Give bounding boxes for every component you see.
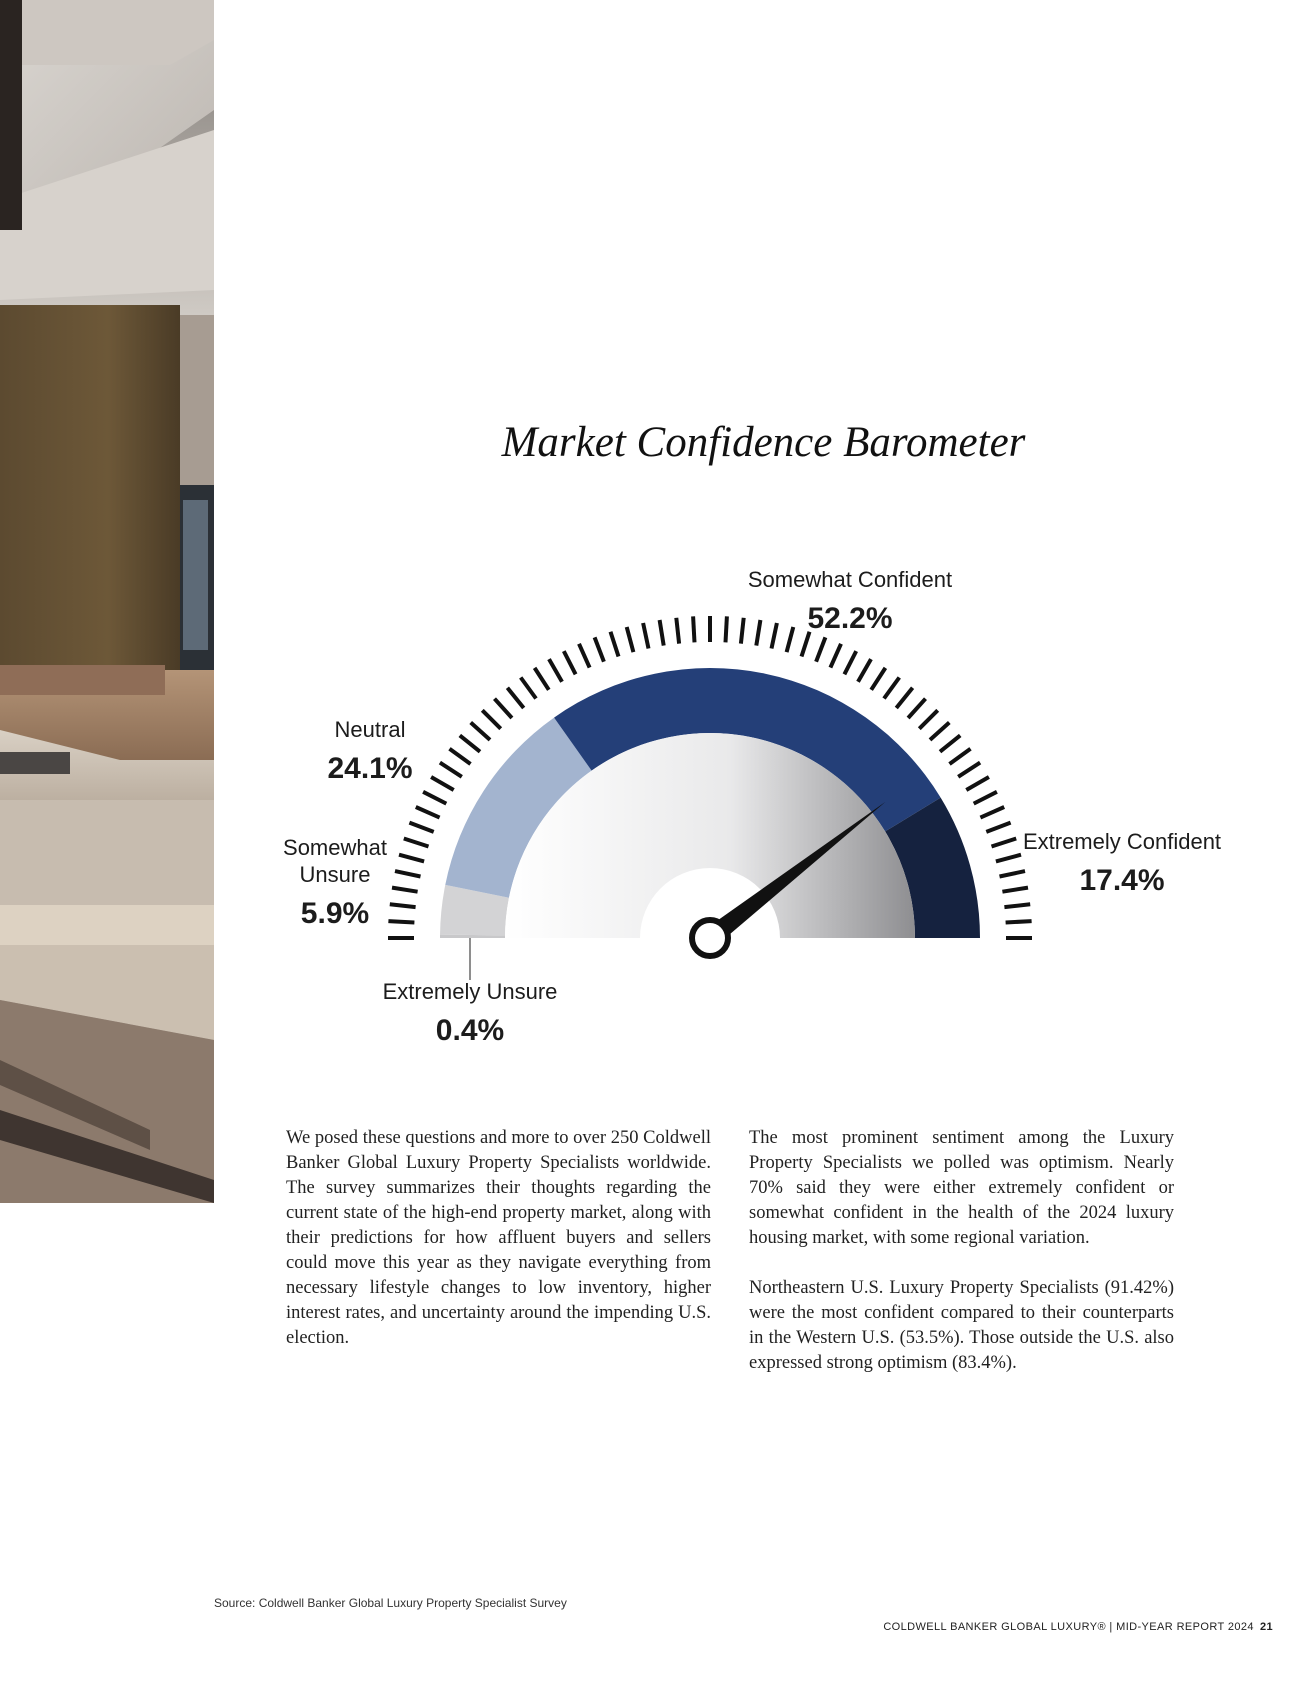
gauge-tick <box>521 678 536 699</box>
gauge-tick <box>495 699 512 718</box>
label-percent: 17.4% <box>1079 864 1165 897</box>
gauge-tick <box>507 688 523 708</box>
page-number: 21 <box>1259 1621 1273 1633</box>
gauge-tick <box>919 710 937 728</box>
gauge-tick <box>423 792 446 804</box>
gauge-tick <box>908 699 925 718</box>
label-extremely-confident <box>1012 828 1232 899</box>
body-column-right <box>749 1126 1174 1401</box>
gauge-tick <box>830 644 841 668</box>
gauge-tick <box>974 792 997 804</box>
gauge-tick <box>660 620 664 646</box>
gauge-tick <box>986 823 1010 832</box>
body-paragraph: The most prominent sentiment among the Luxury Property Specialists we polled was optimism. Nearly 70% said they were either extremely confident or somewhat confident in the health of the 2024 luxury housing market, with some regional variation. <box>749 1128 1174 1248</box>
gauge-needle-hub <box>692 920 728 956</box>
gauge-tick <box>958 763 980 777</box>
gauge-tick <box>1004 904 1030 907</box>
label-name-line1: Somewhat <box>283 835 387 860</box>
label-percent: 52.2% <box>807 602 893 635</box>
label-name: Extremely Unsure <box>382 979 558 1004</box>
gauge-tick <box>726 616 727 642</box>
gauge-tick <box>404 839 429 847</box>
gauge-tick <box>595 637 604 661</box>
gauge-tick <box>549 659 562 682</box>
label-percent: 5.9% <box>300 897 370 930</box>
label-somewhat-unsure <box>265 834 405 932</box>
gauge-tick <box>416 807 440 818</box>
label-neutral <box>300 716 440 787</box>
gauge-tick <box>844 651 856 674</box>
gauge-tick <box>643 623 648 649</box>
gauge-tick <box>896 688 912 708</box>
label-somewhat-confident <box>730 566 970 637</box>
gauge-tick <box>440 763 462 777</box>
gauge-tick <box>930 723 949 740</box>
label-name: Neutral <box>334 717 406 742</box>
label-percent: 0.4% <box>435 1014 505 1047</box>
gauge-tick <box>611 632 619 657</box>
gauge-tick <box>950 749 971 764</box>
gauge-tick <box>693 616 694 642</box>
gauge-tick <box>564 651 576 674</box>
body-paragraph: We posed these questions and more to over 250 Coldwell Banker Global Luxury Property Specialists worldwide. The survey summarizes their thoughts regarding the current state of the high-end property market, along with their predictions for how affluent buyers and sellers could move this year as they navigate everything from necessary lifestyle changes to low inventory, higher interest rates, and uncertainty around the impending U.S. election. <box>286 1128 711 1348</box>
page-footer <box>883 1621 1273 1633</box>
body-paragraph: Northeastern U.S. Luxury Property Specialists (91.42%) were the most confident compared to their counterparts in the Western U.S. (53.5%). Those outside the U.S. also expressed strong optimism (83.4%). <box>749 1278 1174 1373</box>
label-name: Somewhat Confident <box>747 567 953 592</box>
gauge-tick <box>816 637 825 661</box>
label-percent: 24.1% <box>327 752 413 785</box>
gauge-tick <box>980 807 1004 818</box>
gauge-tick <box>460 735 480 751</box>
gauge-tick <box>471 723 490 740</box>
label-name-line2: Unsure <box>299 862 371 887</box>
gauge-tick <box>482 710 500 728</box>
label-name: Extremely Confident <box>1022 829 1222 854</box>
gauge-tick <box>858 659 871 682</box>
label-extremely-unsure <box>370 978 570 1049</box>
gauge-tick <box>579 644 590 668</box>
gauge-tick <box>627 627 634 652</box>
gauge-tick <box>1006 921 1032 922</box>
gauge-tick <box>676 618 679 644</box>
chart-title: Market Confidence Barometer <box>501 419 1026 466</box>
source-note: Source: Coldwell Banker Global Luxury Property Specialist Survey <box>214 1596 567 1610</box>
body-column-left <box>286 1126 711 1376</box>
gauge-tick <box>940 735 960 751</box>
gauge-tick <box>409 823 433 832</box>
gauge-tick <box>871 668 885 690</box>
report-title: COLDWELL BANKER GLOBAL LUXURY® | MID-YEAR REPORT 2024 <box>883 1621 1254 1633</box>
gauge-tick <box>450 749 471 764</box>
gauge-tick <box>966 777 989 790</box>
gauge-tick <box>535 668 549 690</box>
gauge-tick <box>884 678 899 699</box>
